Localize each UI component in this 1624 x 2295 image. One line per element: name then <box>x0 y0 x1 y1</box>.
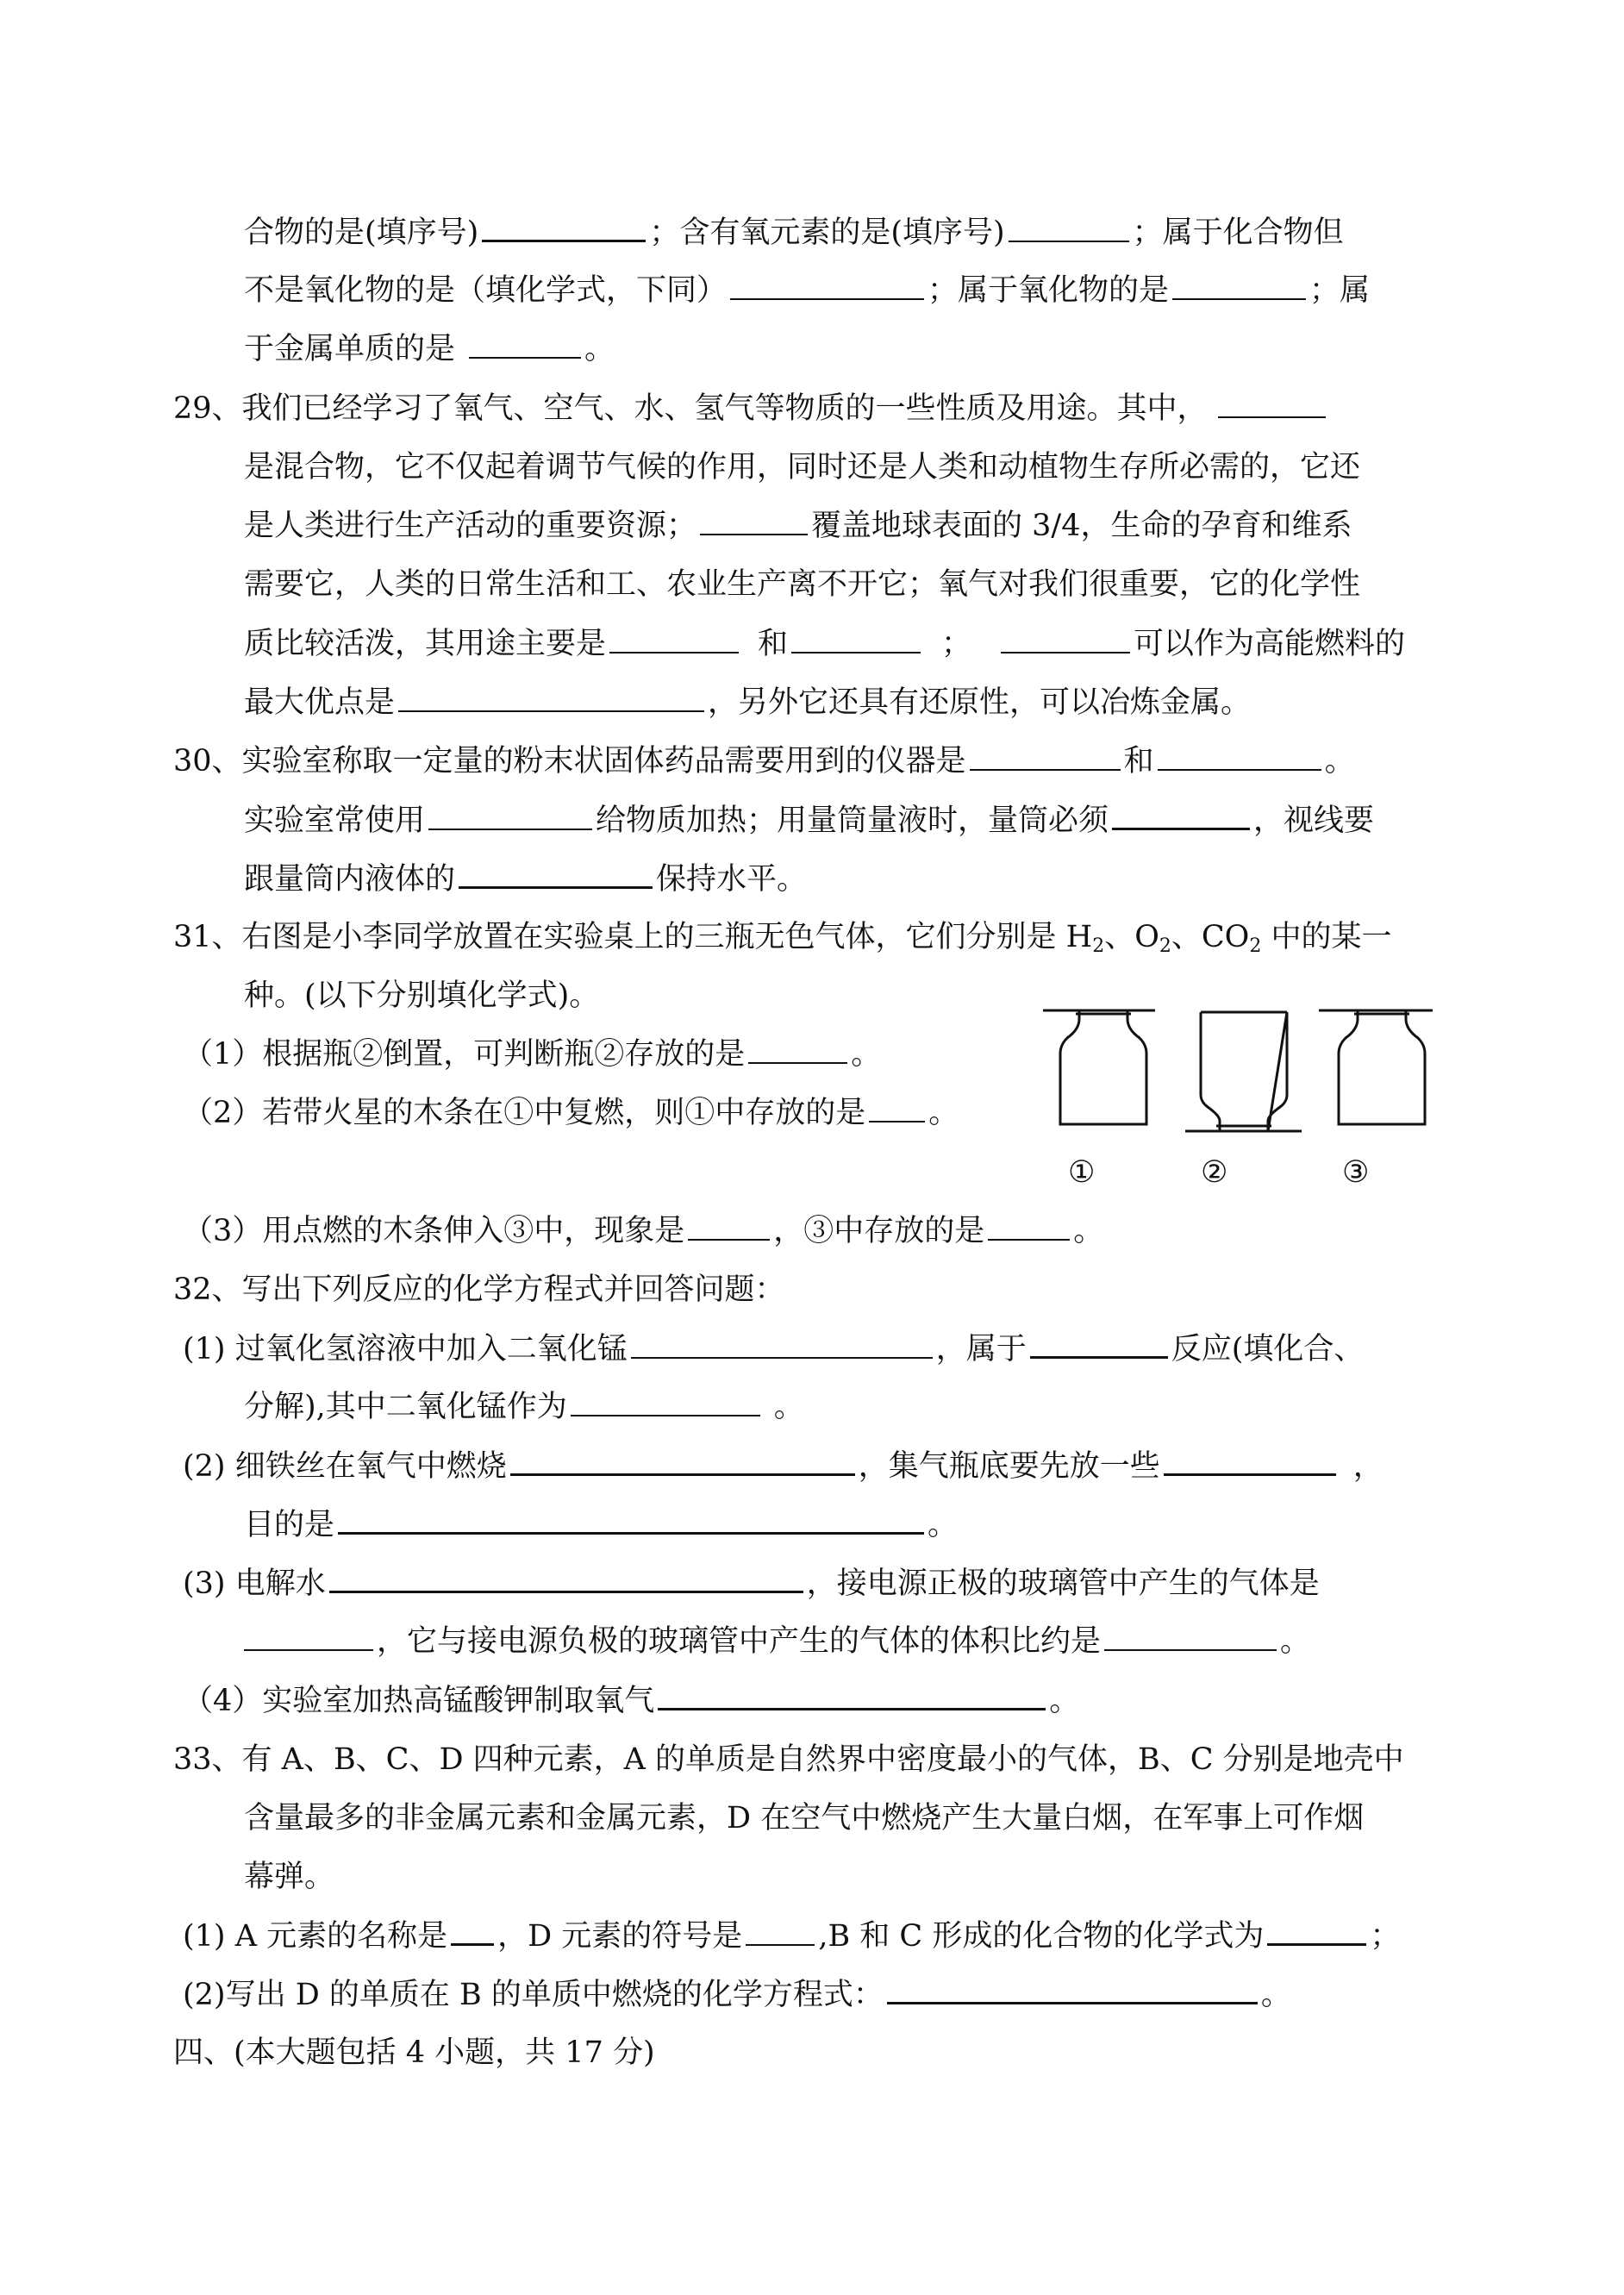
text: ；含有氧元素的是(填序号) <box>649 216 1005 250</box>
text: (1) 过氧化氢溶液中加入二氧化锰 <box>183 1332 628 1366</box>
text: ；属 <box>1309 273 1371 308</box>
gas-jar-3 <box>1319 1010 1433 1124</box>
q29-line-3 <box>244 506 1352 546</box>
text: 需要它，人类的日常生活和工、农业生产离不开它；氧气对我们很重要，它的化学性 <box>244 567 1361 602</box>
text: 29、我们已经学习了氧气、空气、水、氢气等物质的一些性质及用途。其中， <box>173 391 1208 426</box>
blank[interactable] <box>1164 1446 1336 1476</box>
text: 最大优点是 <box>244 685 396 720</box>
q28-line-2 <box>244 271 1370 310</box>
gas-jar-1 <box>1043 1010 1155 1124</box>
q33-line-1 <box>173 1740 1404 1779</box>
q29-line-1 <box>173 389 1329 428</box>
text: ，属于 <box>935 1332 1027 1366</box>
blank[interactable] <box>688 1211 770 1241</box>
q33-line-3 <box>244 1857 334 1897</box>
q32-part-1a <box>183 1329 1364 1369</box>
text: (2)写出 D 的单质在 B 的单质中燃烧的化学方程式： <box>183 1978 884 2012</box>
text: （3）用点燃的木条伸入③中，现象是 <box>183 1214 685 1248</box>
blank[interactable] <box>1218 389 1326 418</box>
text: 幕弹。 <box>244 1860 335 1894</box>
text: 。 <box>584 332 615 366</box>
text: (3) 电解水 <box>183 1566 326 1601</box>
blank[interactable] <box>631 1329 933 1359</box>
blank[interactable] <box>1267 1916 1366 1946</box>
text: 实验室常使用 <box>244 804 426 838</box>
jar-label-2: ② <box>1201 1155 1228 1190</box>
text: 目的是 <box>244 1508 335 1542</box>
q30-line-1 <box>173 741 1355 781</box>
text: 合物的是(填序号) <box>244 216 479 250</box>
text: ，集气瓶底要先放一些 <box>858 1449 1160 1484</box>
blank[interactable] <box>730 271 924 300</box>
blank[interactable] <box>338 1504 924 1535</box>
text: 可以作为高能燃料的 <box>1134 627 1406 661</box>
blank[interactable] <box>869 1093 925 1122</box>
blank[interactable] <box>469 329 581 359</box>
text: 覆盖地球表面的 3/4，生命的孕育和维系 <box>811 509 1352 543</box>
blank[interactable] <box>459 859 653 889</box>
text: 。 <box>928 1096 959 1130</box>
text: ，视线要 <box>1253 804 1375 838</box>
text: 。 <box>851 1037 882 1072</box>
q29-line-5 <box>244 624 1405 664</box>
text: 于金属单质的是 <box>244 332 456 366</box>
blank[interactable] <box>970 741 1121 771</box>
blank[interactable] <box>748 1035 847 1064</box>
blank[interactable] <box>398 683 704 712</box>
text: 。 <box>928 1508 959 1542</box>
subscript: 2 <box>1092 935 1105 957</box>
text: 30、实验室称取一定量的粉末状固体药品需要用到的仪器是 <box>173 744 966 779</box>
text: 是人类进行生产活动的重要资源； <box>244 509 697 543</box>
text: 质比较活泼，其用途主要是 <box>244 627 607 661</box>
text: (1) A 元素的名称是 <box>183 1919 448 1954</box>
text: ； <box>941 627 972 661</box>
text: ， <box>1352 1449 1384 1484</box>
q32-part-4 <box>183 1680 1079 1721</box>
text: 种。(以下分别填化学式)。 <box>244 979 600 1013</box>
blank[interactable] <box>1030 1329 1168 1359</box>
q30-line-2 <box>244 800 1374 841</box>
q29-line-4 <box>244 565 1360 604</box>
text: ； <box>1370 1919 1401 1954</box>
text: 33、有 A、B、C、D 四种元素，A 的单质是自然界中密度最小的气体，B、C 分别是地壳中 <box>173 1742 1404 1777</box>
section-4-heading: 四、(本大题包括 4 小题，共 17 分) <box>173 2035 655 2070</box>
text: 给物质加热；用量筒量液时，量筒必须 <box>596 804 1109 838</box>
blank[interactable] <box>428 801 592 830</box>
q32-line-1 <box>173 1270 785 1310</box>
text: ，另外它还具有还原性，可以冶炼金属。 <box>708 685 1252 720</box>
q31-part-2 <box>183 1093 959 1133</box>
text: 、CO <box>1171 920 1250 954</box>
gas-jars-figure <box>1043 1000 1474 1224</box>
q32-part-3b <box>244 1622 1310 1661</box>
text: 。 <box>1073 1214 1104 1248</box>
text: 不是氧化物的是（填化学式，下同） <box>244 273 728 308</box>
text: 和 <box>758 627 789 661</box>
q32-part-1b <box>244 1387 804 1427</box>
text: 。 <box>773 1390 804 1424</box>
q31-line-1 <box>173 917 1392 966</box>
blank[interactable] <box>609 624 739 653</box>
text: 32、写出下列反应的化学方程式并回答问题： <box>173 1273 785 1307</box>
text: 。 <box>1280 1624 1311 1659</box>
q33-line-2 <box>244 1798 1364 1838</box>
blank[interactable] <box>791 624 921 653</box>
q29-line-6 <box>244 683 1251 722</box>
subscript: 2 <box>1249 935 1262 957</box>
text: 含量最多的非金属元素和金属元素，D 在空气中燃烧产生大量白烟，在军事上可作烟 <box>244 1801 1365 1835</box>
blank[interactable] <box>1158 741 1321 771</box>
blank[interactable] <box>887 1974 1258 2004</box>
gas-jar-2 <box>1185 1012 1302 1131</box>
q29-line-2 <box>244 447 1360 487</box>
text: (2) 细铁丝在氧气中燃烧 <box>183 1449 507 1484</box>
text: 。 <box>1049 1684 1080 1718</box>
blank[interactable] <box>482 212 646 242</box>
blank[interactable] <box>244 1622 373 1651</box>
blank[interactable] <box>571 1387 760 1416</box>
text: 反应(填化合、 <box>1171 1332 1365 1366</box>
text: ，它与接电源负极的玻璃管中产生的气体的体积比约是 <box>377 1624 1102 1659</box>
q28-line-1 <box>244 212 1344 253</box>
blank[interactable] <box>1001 624 1130 653</box>
text: （1）根据瓶②倒置，可判断瓶②存放的是 <box>183 1037 746 1072</box>
blank[interactable] <box>746 1917 815 1946</box>
blank[interactable] <box>700 506 808 535</box>
q32-part-2b <box>244 1504 958 1545</box>
blank[interactable] <box>1172 271 1306 300</box>
q31-part-3 <box>183 1211 1103 1251</box>
text: ，接电源正极的玻璃管中产生的气体是 <box>806 1566 1320 1601</box>
jar-label-1: ① <box>1068 1155 1096 1190</box>
text: 保持水平。 <box>656 862 808 897</box>
q28-line-3 <box>244 329 615 369</box>
blank[interactable] <box>451 1916 494 1946</box>
text: 、O <box>1104 920 1159 954</box>
text: （4）实验室加热高锰酸钾制取氧气 <box>183 1684 655 1718</box>
jar-label-3: ③ <box>1342 1155 1370 1190</box>
q31-line-2 <box>244 976 599 1016</box>
text: ，③中存放的是 <box>773 1214 985 1248</box>
q32-part-3a <box>183 1563 1320 1604</box>
q32-part-2a <box>183 1446 1384 1486</box>
blank[interactable] <box>1104 1622 1277 1651</box>
text: 。 <box>1324 744 1355 779</box>
text: 31、右图是小李同学放置在实验桌上的三瓶无色气体，它们分别是 H <box>173 920 1093 954</box>
text: 是混合物，它不仅起着调节气候的作用，同时还是人类和动植物生存所必需的，它还 <box>244 450 1361 485</box>
blank[interactable] <box>988 1211 1070 1241</box>
text: 。 <box>1260 1978 1291 2012</box>
text: ；属于化合物但 <box>1132 216 1344 250</box>
blank[interactable] <box>510 1446 855 1476</box>
text: （2）若带火星的木条在①中复燃，则①中存放的是 <box>183 1096 866 1130</box>
text: ,B 和 C 形成的化合物的化学式为 <box>818 1919 1265 1954</box>
blank[interactable] <box>658 1680 1046 1710</box>
text: ；属于氧化物的是 <box>928 273 1170 308</box>
blank[interactable] <box>329 1563 803 1593</box>
text: 和 <box>1123 744 1154 779</box>
q30-line-3 <box>244 859 807 899</box>
text: ，D 元素的符号是 <box>497 1919 743 1954</box>
text: 中的某一 <box>1261 920 1392 954</box>
blank[interactable] <box>1112 800 1250 830</box>
text: 跟量筒内液体的 <box>244 862 456 897</box>
q31-part-1 <box>183 1035 881 1074</box>
q33-part-2 <box>183 1974 1291 2015</box>
blank[interactable] <box>1009 213 1129 242</box>
subscript: 2 <box>1159 935 1171 957</box>
q33-part-1 <box>183 1916 1400 1956</box>
text: 分解),其中二氧化锰作为 <box>244 1390 567 1424</box>
